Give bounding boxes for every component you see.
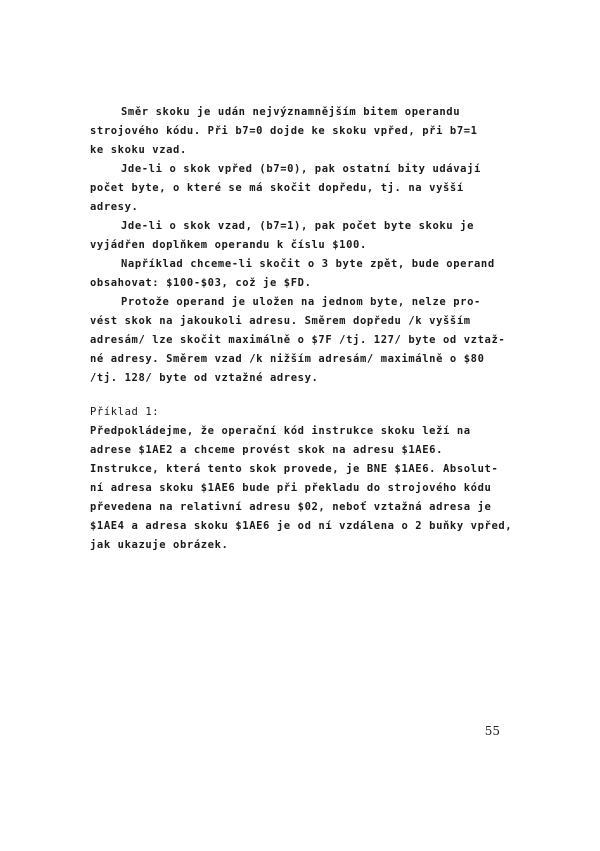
paragraph-2-line-2: počet byte, o které se má skočit dopředu, tj. na vyšší: [90, 182, 464, 194]
example-line-1: Předpokládejme, že operační kód instrukce skoku leží na: [90, 425, 471, 437]
paragraph-4-line-2: obsahovat: $100-$03, což je $FD.: [90, 277, 312, 289]
paragraph-5-line-4: né adresy. Směrem vzad /k nižším adresám/ maximálně o $80: [90, 353, 485, 365]
example-line-4: ní adresa skoku $1AE6 bude při překladu do strojového kódu: [90, 482, 492, 494]
paragraph-3-line-1: Jde-li o skok vzad, (b7=1), pak počet byte skoku je: [121, 220, 474, 232]
paragraph-5-line-3: adresám/ lze skočit maximálně o $7F /tj. 127/ byte od vztaž-: [90, 334, 506, 346]
example-line-7: jak ukazuje obrázek.: [90, 539, 229, 551]
paragraph-1-line-2: strojového kódu. Při b7=0 dojde ke skoku vpřed, při b7=1: [90, 125, 478, 137]
example-heading: Příklad 1:: [90, 406, 160, 418]
paragraph-3-line-2: vyjádřen doplňkem operandu k číslu $100.: [90, 239, 367, 251]
page-number: 55: [484, 724, 500, 738]
paragraph-2-line-1: Jde-li o skok vpřed (b7=0), pak ostatní bity udávají: [121, 163, 481, 175]
paragraph-4-line-1: Například chceme-li skočit o 3 byte zpět, bude operand: [121, 258, 495, 270]
example-line-3: Instrukce, která tento skok provede, je BNE $1AE6. Absolut-: [90, 463, 499, 475]
example-line-5: převedena na relativní adresu $02, neboť vztažná adresa je: [90, 501, 492, 513]
paragraph-5-line-1: Protože operand je uložen na jednom byte, nelze pro-: [121, 296, 481, 308]
paragraph-2-line-3: adresy.: [90, 201, 139, 213]
example-line-2: adrese $1AE2 a chceme provést skok na adresu $1AE6.: [90, 444, 443, 456]
paragraph-1-line-3: ke skoku vzad.: [90, 144, 187, 156]
paragraph-1-line-1: Směr skoku je udán nejvýznamnějším bitem operandu: [121, 106, 461, 118]
paragraph-5-line-5: /tj. 128/ byte od vztažné adresy.: [90, 372, 319, 384]
paragraph-5-line-2: vést skok na jakoukoli adresu. Směrem dopředu /k vyšším: [90, 315, 471, 327]
example-line-6: $1AE4 a adresa skoku $1AE6 je od ní vzdálena o 2 buňky vpřed,: [90, 520, 513, 532]
